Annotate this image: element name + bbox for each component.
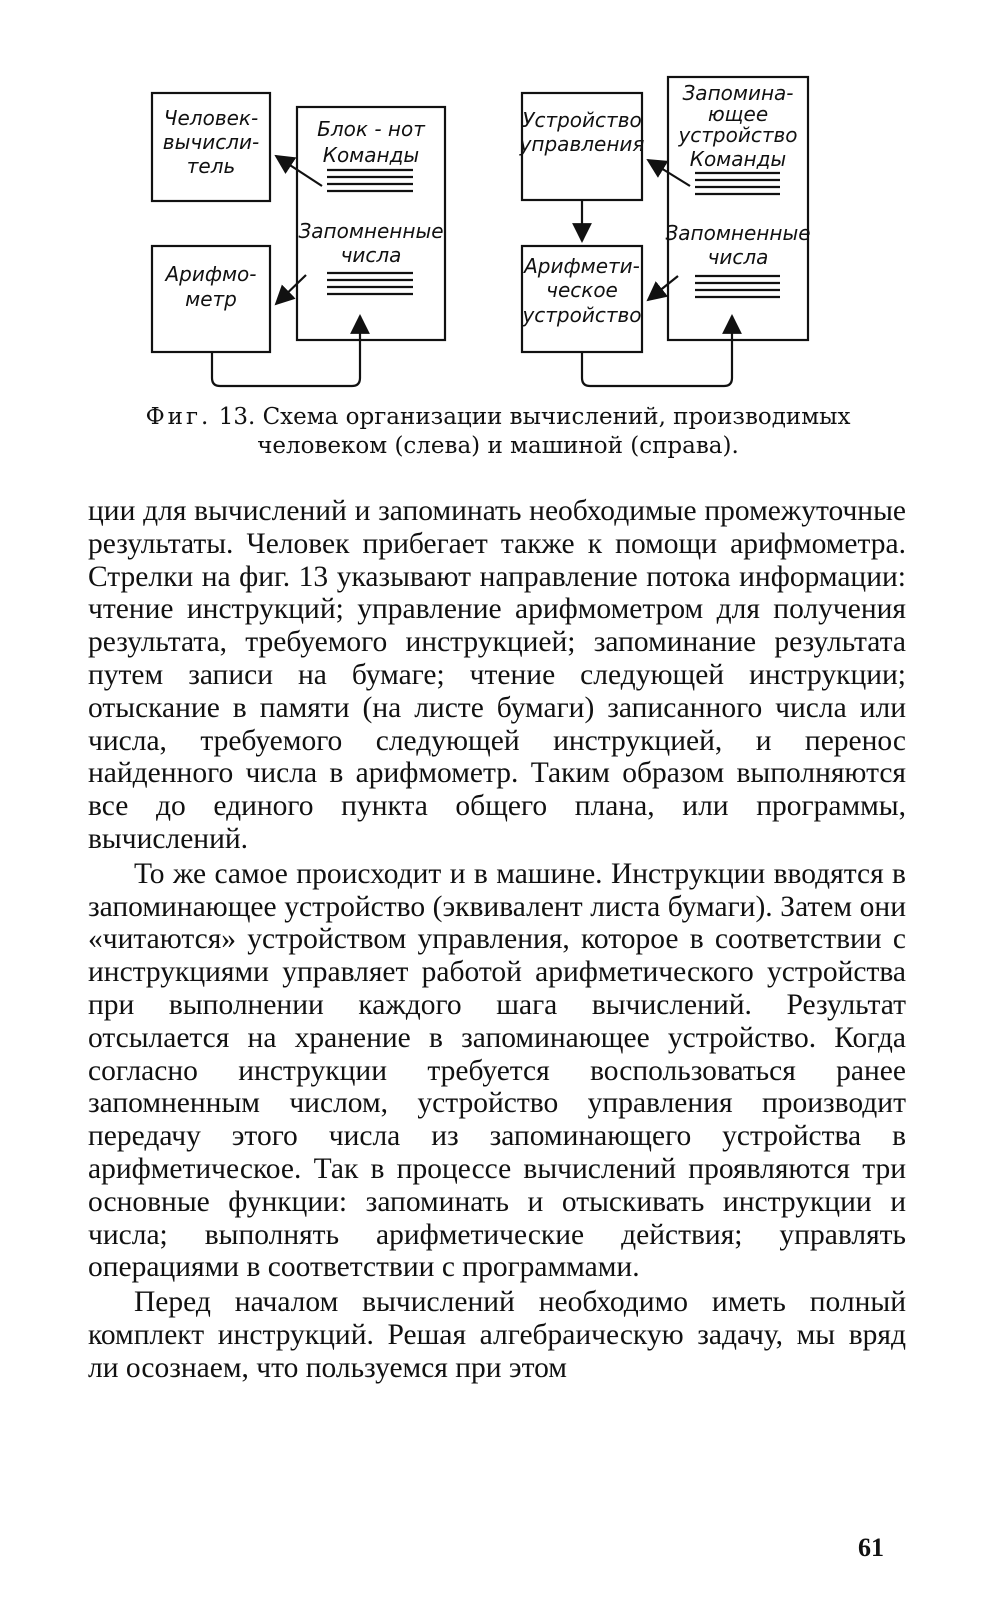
memory-title-line-1: Запомина- [682,81,794,105]
human-label-line-2: вычисли- [162,130,260,154]
paragraph-3: Перед началом вычислений необходимо иметь полный комплект инструкций. Решая алгебраическую задачу, мы вряд ли осознаем, что пользуемся при этом [88,1286,906,1384]
paragraph-1: ции для вычислений и запоминать необходимые промежуточные результаты. Человек прибегает также к помощи арифмометра. Стрелки на фиг. 13 указывают направление потока информации: чтение инструкций; управление арифмометром для получения результата, требуемого инструкцией; запоминание результата путем записи на бумаге; чтение следующей инструкции; отыскание в памяти (на листе бумаги) записанного числа или числа, требуемого следующей инструкцией, и перенос найденного числа в арифмометр. Таким образом выполняются все до единого пункта общего плана, или программы, вычислений. [88,495,906,855]
arith-unit-label-line-2: ческое [546,278,618,302]
human-label-line-3: тель [186,154,236,178]
memory-numbers-label-1: Запомненные [665,221,811,245]
memory-title-line-3: устройство [678,123,798,147]
figure-caption [88,403,908,461]
control-label-line-2: управления [519,132,645,156]
memory-title-line-2: ющее [707,102,769,126]
memory-commands-label: Команды [689,147,787,171]
figure-label: Фиг. [145,404,212,430]
figure-caption-text: 13. Схема организации вычислений, производимых человеком (слева) и машиной (справа). [218,404,851,459]
body-text [88,495,906,1385]
paragraph-2: То же самое происходит и в машине. Инструкции вводятся в запоминающее устройство (эквивалент листа бумаги). Затем они «читаются» устройством управления, которое в соответствии с инструкциями управляет работой арифметического устройства при выполнении каждого шага вычислений. Результат отсылается на хранение в запоминающее устройство. Когда согласно инструкции требуется воспользоваться ранее запомненным числом, устройство управления производит передачу этого числа из запоминающего устройства в арифметическое. Так в процессе вычислений проявляются три основные функции: запоминать и отыскивать инструкции и числа; выполнять арифметические действия; управлять операциями в соответствии с программами. [88,857,906,1284]
read-instructions-arrow [276,156,322,186]
notepad-commands-label: Команды [322,143,420,167]
arithmometer-label-line-2: метр [185,287,237,311]
page-number: 61 [858,1533,884,1562]
arith-unit-label-line-1: Арифмети- [524,254,640,278]
notepad-title: Блок - нот [317,117,425,141]
control-label-line-1: Устройство [522,108,642,132]
transfer-number-arrow-machine [648,276,678,300]
human-label-line-1: Человек- [163,106,259,130]
computation-scheme-diagram [130,70,870,400]
arith-unit-label-line-3: устройство [522,303,642,327]
notepad-numbers-label-2: числа [340,243,402,267]
notepad-numbers-label-1: Запомненные [298,219,444,243]
figure-13 [130,70,870,400]
arithmometer-label-line-1: Арифмо- [165,262,257,286]
transfer-number-arrow [276,275,306,304]
memory-numbers-label-2: числа [707,245,769,269]
